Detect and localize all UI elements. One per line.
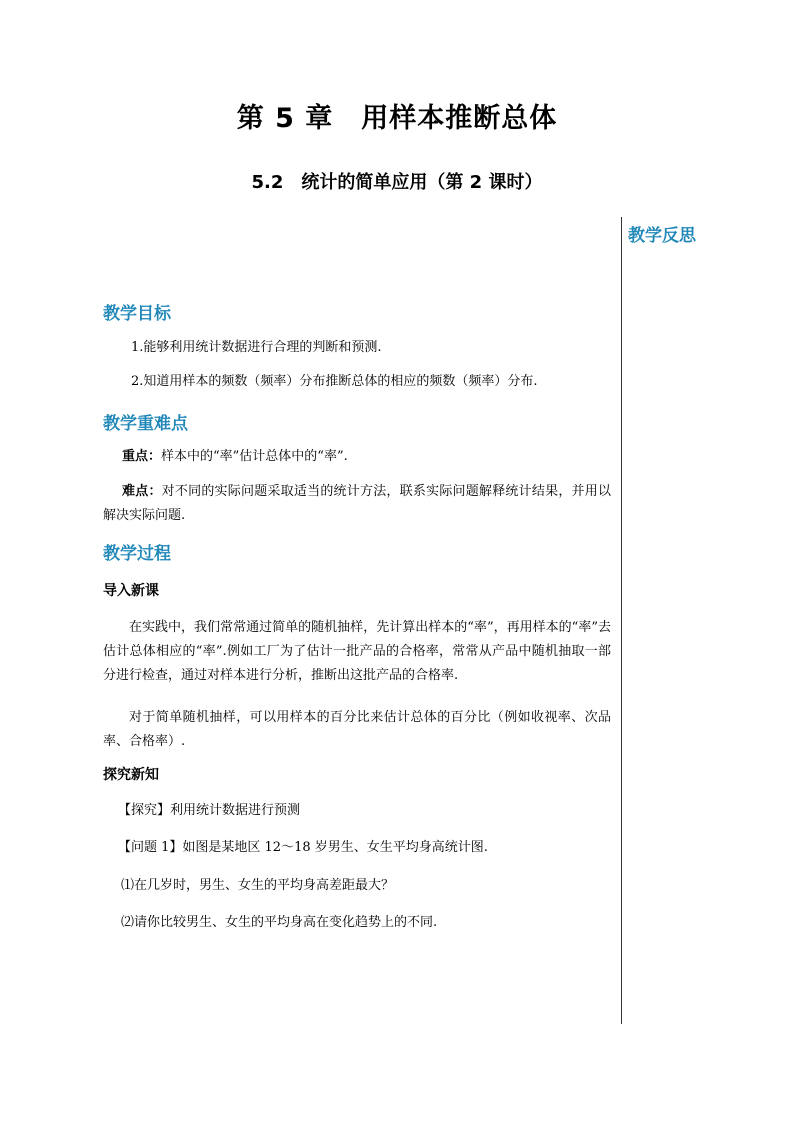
reflection-heading: 教学反思 bbox=[628, 226, 696, 246]
question-1: 【问题 1】如图是某地区 12～18 岁男生、女生平均身高统计图. bbox=[118, 840, 488, 855]
difficulty-paragraph bbox=[103, 480, 611, 528]
focus-line bbox=[122, 445, 348, 469]
explore-activity: 【探究】利用统计数据进行预测 bbox=[118, 803, 301, 818]
focus-text: 样本中的“率”估计总体中的“率”. bbox=[161, 449, 348, 464]
question-1-part-2: ⑵请你比较男生、女生的平均身高在变化趋势上的不同. bbox=[121, 915, 438, 930]
section-title: 5.2 统计的简单应用（第 2 课时） bbox=[251, 172, 543, 193]
objective-item-2: 2.知道用样本的频数（频率）分布推断总体的相应的频数（频率）分布. bbox=[131, 374, 538, 389]
process-heading: 教学过程 bbox=[103, 544, 171, 564]
key-points-heading: 教学重难点 bbox=[103, 414, 188, 434]
intro-paragraph-1: 在实践中，我们常常通过简单的随机抽样，先计算出样本的“率”，再用样本的“率”去估计总体相应的“率”.例如工厂为了估计一批产品的合格率，常常从产品中随机抽取一部分进行检查，通过对样本进行分析，推断出这批产品的合格率. bbox=[103, 620, 611, 683]
objectives-heading: 教学目标 bbox=[103, 304, 171, 324]
objective-item-1: 1.能够利用统计数据进行合理的判断和预测. bbox=[131, 340, 382, 355]
focus-label: 重点： bbox=[122, 449, 162, 464]
question-1-part-1: ⑴在几岁时，男生、女生的平均身高差距最大？ bbox=[121, 878, 395, 893]
chapter-title: 第 5 章 用样本推断总体 bbox=[236, 103, 558, 134]
explore-heading: 探究新知 bbox=[103, 767, 159, 783]
difficulty-text: 对不同的实际问题采取适当的统计方法，联系实际问题解释统计结果，并用以解决实际问题. bbox=[103, 484, 611, 523]
difficulty-label: 难点： bbox=[122, 484, 162, 499]
intro-paragraph-2: 对于简单随机抽样，可以用样本的百分比来估计总体的百分比（例如收视率、次品率、合格率）. bbox=[103, 710, 611, 749]
intro-heading: 导入新课 bbox=[103, 583, 159, 599]
margin-divider bbox=[621, 217, 622, 1024]
